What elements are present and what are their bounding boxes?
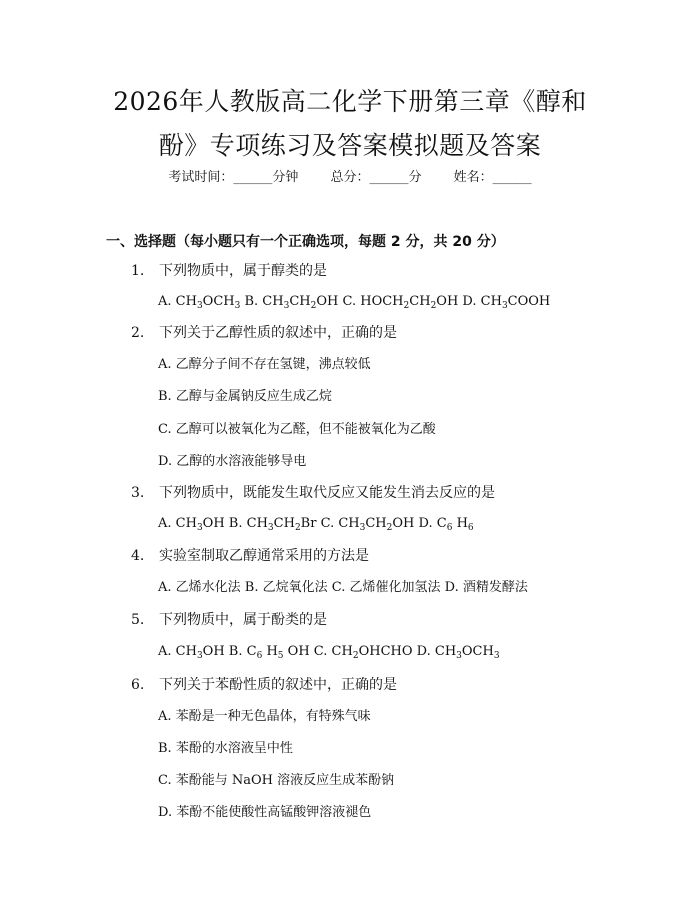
question-2-option-b: B. 乙醇与金属钠反应生成乙烷: [158, 389, 332, 404]
question-2-option-a: A. 乙醇分子间不存在氢键，沸点较低: [158, 357, 371, 372]
question-number: 4.: [131, 548, 145, 564]
question-2: [131, 323, 397, 343]
name-label: 姓名：: [453, 170, 493, 185]
question-text: 下列关于乙醇性质的叙述中，正确的是: [159, 325, 397, 341]
question-text: 下列物质中，属于醇类的是: [159, 263, 327, 279]
section-title: 一、选择题（每小题只有一个正确选项，每题 2 分，共 20 分）: [106, 234, 505, 250]
exam-time-blank: ______: [233, 170, 273, 185]
question-number: 1.: [131, 263, 145, 279]
exam-time-unit: 分钟: [272, 170, 299, 185]
name-blank: ______: [492, 170, 532, 185]
question-4-options: A. 乙烯水化法 B. 乙烷氧化法 C. 乙烯催化加氢法 D. 酒精发酵法: [158, 580, 528, 595]
exam-time: [168, 170, 298, 185]
question-text: 下列物质中，既能发生取代反应又能发生消去反应的是: [159, 485, 495, 501]
question-number: 3.: [131, 485, 145, 501]
question-5: [131, 610, 327, 630]
total-score: [330, 170, 421, 185]
score-label: 总分：: [330, 170, 370, 185]
question-number: 2.: [131, 325, 145, 341]
question-4: [131, 546, 369, 566]
question-text: 下列物质中，属于酚类的是: [159, 612, 327, 628]
question-text: 下列关于苯酚性质的叙述中，正确的是: [159, 677, 397, 693]
question-6-option-d: D. 苯酚不能使酸性高锰酸钾溶液褪色: [158, 805, 372, 820]
document-title: [0, 80, 700, 168]
question-number: 6.: [131, 677, 145, 693]
student-name: [454, 170, 532, 185]
title-line-2: 酚》专项练习及答案模拟题及答案: [158, 131, 542, 160]
question-2-option-c: C. 乙醇可以被氧化为乙醛，但不能被氧化为乙酸: [158, 422, 436, 437]
question-text: 实验室制取乙醇通常采用的方法是: [159, 548, 369, 564]
question-3-options: A. $CH_3OH$ B. $CH_3CH_2Br$ C. $CH_3CH_2OH$ D. $C_6$ $H_6$: [158, 516, 474, 533]
exam-info: [0, 168, 700, 188]
question-3: [131, 483, 495, 503]
title-line-1: 2026年人教版高二化学下册第三章《醇和: [113, 87, 587, 116]
question-number: 5.: [131, 612, 145, 628]
exam-time-label: 考试时间：: [168, 170, 234, 185]
question-2-option-d: D. 乙醇的水溶液能够导电: [158, 454, 307, 469]
question-6-option-b: B. 苯酚的水溶液呈中性: [158, 741, 293, 756]
score-blank: ______: [369, 170, 409, 185]
question-6-option-a: A. 苯酚是一种无色晶体，有特殊气味: [158, 709, 371, 724]
question-1-options: A. $CH_3OCH_3$ B. $CH_3CH_2OH$ C. $HOCH_2CH_2OH$ D. $CH_3COOH$: [158, 294, 551, 311]
question-1: [131, 261, 327, 281]
question-6: [131, 675, 397, 695]
score-unit: 分: [408, 170, 422, 185]
question-5-options: A. $CH_3OH$ B. $C_6$ $H_5$ OH C. $CH_2OHCHO$ D. $CH_3OCH_3$: [158, 644, 500, 661]
question-6-option-c: C. 苯酚能与 NaOH 溶液反应生成苯酚钠: [158, 773, 395, 788]
